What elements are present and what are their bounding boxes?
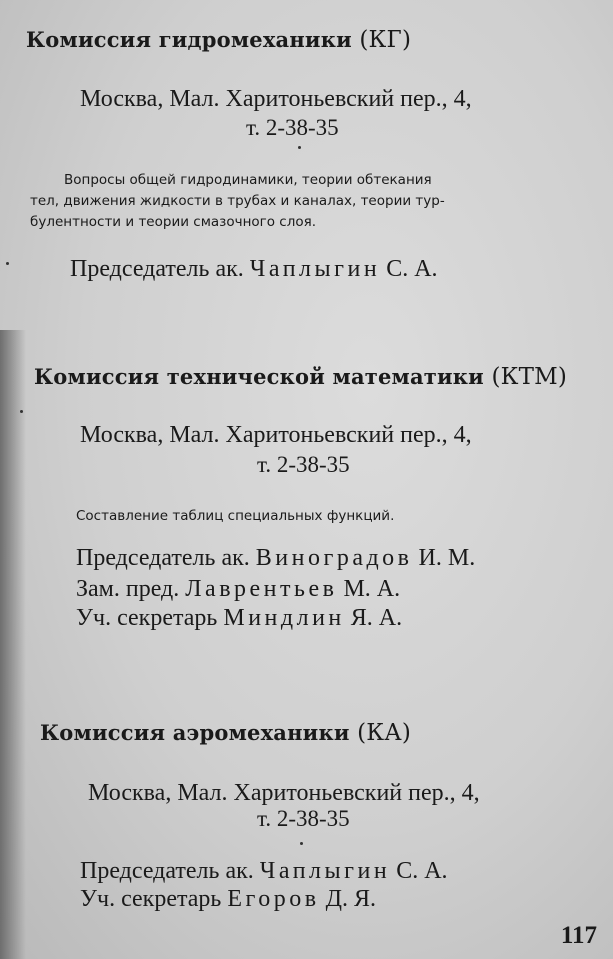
person-initials: И. М. [418,545,476,571]
commission-address: Москва, Мал. Харитоньевский пер., 4, [88,780,480,806]
person-role: Зам. пред. [76,576,180,602]
person-role: Уч. секретарь [80,886,222,912]
person-secretary [80,886,376,913]
person-initials: С. А. [386,256,438,282]
person-role: Председатель ак. [70,256,244,282]
commission-address: Москва, Мал. Харитоньевский пер., 4, [80,86,472,112]
person-name: Чаплыгин [259,858,391,884]
commission-abbr: (КГ) [359,27,412,53]
commission-phone: т. 2-38-35 [257,452,350,477]
person-role: Уч. секретарь [76,605,218,631]
person-secretary [76,605,402,632]
person-initials: Д. Я. [325,886,376,912]
commission-description-line: тел, движения жидкости в трубах и каналах, теории тур- [30,193,445,209]
person-role: Председатель ак. [76,545,250,571]
commission-phone: т. 2-38-35 [246,115,339,140]
commission-abbr: (КТМ) [491,364,568,390]
person-name: Виноградов [255,545,413,571]
person-name: Чаплыгин [249,256,381,282]
commission-phone: т. 2-38-35 [257,806,350,831]
commission-heading-kg [26,27,411,53]
print-speck [20,410,23,413]
person-deputy [76,576,400,603]
person-initials: С. А. [396,858,448,884]
commission-description-line: булентности и теории смазочного слоя. [30,214,317,230]
person-name: Миндлин [223,605,345,631]
person-name: Лаврентьев [185,576,338,602]
commission-description-line: Составление таблиц специальных функций. [76,508,395,524]
print-speck [300,842,303,845]
person-chairman [70,256,438,283]
print-speck [6,262,9,265]
commission-heading-ktm [34,364,567,390]
person-chairman [76,545,475,572]
commission-name: Комиссия гидромеханики [26,27,352,52]
person-role: Председатель ак. [80,858,254,884]
print-speck [298,146,301,149]
person-initials: М. А. [343,576,401,602]
commission-heading-ka [40,720,411,746]
page-fold-shadow [0,330,26,959]
commission-address: Москва, Мал. Харитоньевский пер., 4, [80,422,472,448]
person-name: Егоров [227,886,320,912]
commission-abbr: (КА) [357,720,412,746]
commission-name: Комиссия технической математики [34,364,484,389]
commission-description-line: Вопросы общей гидродинамики, теории обтекания [64,172,432,188]
commission-name: Комиссия аэромеханики [40,720,350,745]
person-initials: Я. А. [350,605,403,631]
person-chairman [80,858,448,885]
page-number: 117 [560,922,597,949]
